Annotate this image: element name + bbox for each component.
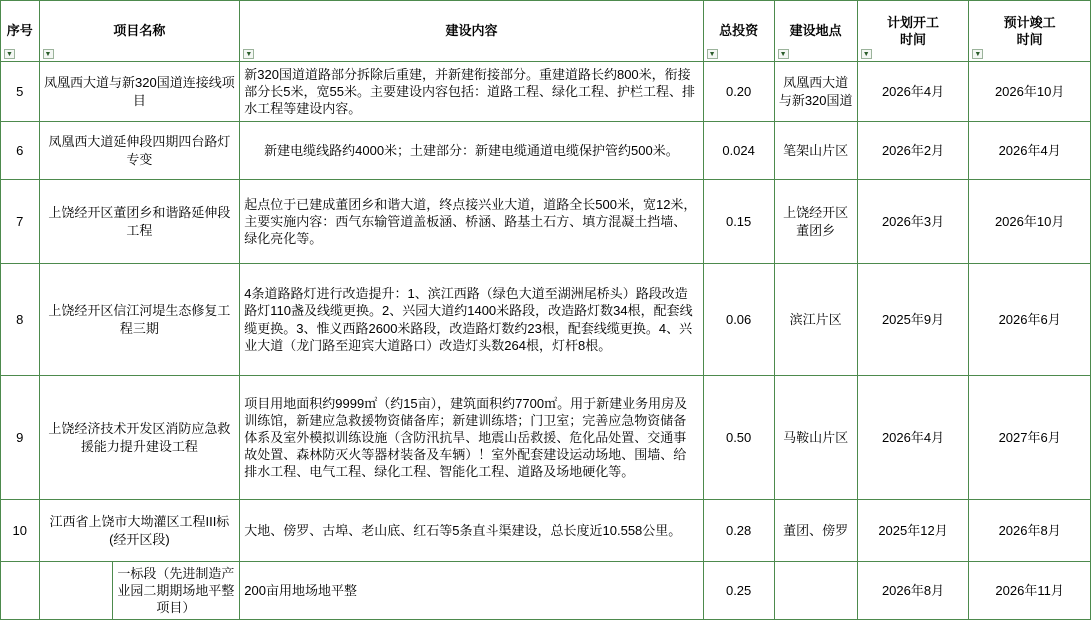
cell-planned-start: 2026年4月	[857, 376, 969, 500]
cell-location: 笔架山片区	[774, 122, 857, 180]
header-project-name-label: 项目名称	[113, 23, 166, 39]
cell-seq: 10	[1, 500, 40, 562]
cell-location	[774, 562, 857, 620]
cell-total-investment: 0.25	[703, 562, 774, 620]
cell-planned-finish: 2027年6月	[969, 376, 1091, 500]
cell-seq: 5	[1, 62, 40, 122]
cell-planned-start: 2026年4月	[857, 62, 969, 122]
cell-planned-start: 2026年2月	[857, 122, 969, 180]
cell-seq	[1, 562, 40, 620]
cell-project-name: 凤凰西大道与新320国道连接线项目	[39, 62, 240, 122]
filter-arrow-icon[interactable]: ▼	[43, 49, 54, 59]
cell-total-investment: 0.06	[703, 264, 774, 376]
cell-seq: 6	[1, 122, 40, 180]
cell-project-subname: 一标段（先进制造产业园二期期场地平整项目）	[112, 562, 240, 620]
table-row	[1, 376, 1091, 500]
cell-total-investment: 0.15	[703, 180, 774, 264]
cell-construction-content: 起点位于已建成董团乡和谐大道，终点接兴业大道，道路全长500米，宽12米，主要实施内容：西气东输管道盖板涵、桥涵、路基土石方、填方混凝土挡墙、绿化亮化等。	[240, 180, 703, 264]
header-seq-label: 序号	[6, 23, 33, 39]
table-row	[1, 180, 1091, 264]
filter-arrow-icon[interactable]: ▼	[778, 49, 789, 59]
cell-total-investment: 0.20	[703, 62, 774, 122]
header-planned-finish-line2: 时间	[1016, 32, 1043, 47]
cell-project-name: 上饶经济技术开发区消防应急救援能力提升建设工程	[39, 376, 240, 500]
cell-total-investment: 0.50	[703, 376, 774, 500]
header-planned-start	[857, 1, 969, 62]
filter-arrow-icon[interactable]: ▼	[243, 49, 254, 59]
table-header-row	[1, 1, 1091, 62]
cell-planned-finish: 2026年11月	[969, 562, 1091, 620]
cell-seq: 8	[1, 264, 40, 376]
header-project-name	[39, 1, 240, 62]
cell-project-name: 上饶经开区信江河堤生态修复工程三期	[39, 264, 240, 376]
cell-location: 董团、傍罗	[774, 500, 857, 562]
cell-location: 滨江片区	[774, 264, 857, 376]
table-row	[1, 62, 1091, 122]
cell-construction-content: 项目用地面积约9999㎡（约15亩），建筑面积约7700㎡。用于新建业务用房及训练馆，新建应急救援物资储备库；新建训练塔；门卫室；完善应急物资储备体系及室外模拟训练设施（含防汛抗旱、地震山岳救援、危化品处置、交通事故处置、森林防灭火等器材装备及车辆）！室外配套建设运动场地、围墙、给排水工程、电气工程、绿化工程、智能化工程、道路及场地硬化等。	[240, 376, 703, 500]
table-row	[1, 562, 1091, 620]
cell-planned-start: 2025年12月	[857, 500, 969, 562]
header-location	[774, 1, 857, 62]
table-row	[1, 122, 1091, 180]
cell-planned-finish: 2026年6月	[969, 264, 1091, 376]
cell-construction-content: 200亩用地场地平整	[240, 562, 703, 620]
cell-project-name: 江西省上饶市大坳灌区工程III标(经开区段)	[39, 500, 240, 562]
header-planned-start-line2: 时间	[900, 32, 927, 47]
cell-planned-finish: 2026年4月	[969, 122, 1091, 180]
cell-planned-start: 2026年3月	[857, 180, 969, 264]
cell-total-investment: 0.024	[703, 122, 774, 180]
filter-arrow-icon[interactable]: ▼	[707, 49, 718, 59]
cell-planned-start: 2026年8月	[857, 562, 969, 620]
cell-project-name: 上饶经开区董团乡和谐路延伸段工程	[39, 180, 240, 264]
cell-seq: 9	[1, 376, 40, 500]
cell-planned-finish: 2026年10月	[969, 180, 1091, 264]
cell-project-name-group	[39, 562, 112, 620]
table-row	[1, 264, 1091, 376]
cell-planned-finish: 2026年10月	[969, 62, 1091, 122]
cell-construction-content: 新建电缆线路约4000米；土建部分：新建电缆通道电缆保护管约500米。	[240, 122, 703, 180]
cell-project-name: 凤凰西大道延伸段四期四台路灯专变	[39, 122, 240, 180]
cell-seq: 7	[1, 180, 40, 264]
cell-total-investment: 0.28	[703, 500, 774, 562]
cell-location: 马鞍山片区	[774, 376, 857, 500]
cell-construction-content: 大地、傍罗、古埠、老山底、红石等5条直斗渠建设，总长度近10.558公里。	[240, 500, 703, 562]
header-construction-content-label: 建设内容	[445, 23, 498, 39]
filter-arrow-icon[interactable]: ▼	[861, 49, 872, 59]
cell-construction-content: 新320国道道路部分拆除后重建，并新建衔接部分。重建道路长约800米，衔接部分长5米，宽55米。主要建设内容包括：道路工程、绿化工程、护栏工程、排水工程等建设内容。	[240, 62, 703, 122]
cell-planned-finish: 2026年8月	[969, 500, 1091, 562]
header-planned-finish-line1: 预计竣工	[1003, 14, 1056, 30]
cell-construction-content: 4条道路路灯进行改造提升：1、滨江西路（绿色大道至湖洲尾桥头）路段改造路灯110盏及线缆更换。2、兴园大道约1400米路段，改造路灯数34根，配套线缆更换。3、惟义西路2600米路段，改造路灯数约23根，配套线缆更换。4、兴业大道（龙门路至迎宾大道路口）改造灯头数264根，灯杆8根。	[240, 264, 703, 376]
cell-location: 上饶经开区董团乡	[774, 180, 857, 264]
header-construction-content	[240, 1, 703, 62]
filter-arrow-icon[interactable]: ▼	[972, 49, 983, 59]
header-total-investment	[703, 1, 774, 62]
cell-location: 凤凰西大道与新320国道	[774, 62, 857, 122]
table-row	[1, 500, 1091, 562]
header-location-label: 建设地点	[789, 23, 842, 39]
header-planned-finish	[969, 1, 1091, 62]
header-total-investment-label: 总投资	[719, 23, 759, 39]
header-planned-start-line1: 计划开工	[887, 14, 940, 30]
header-seq	[1, 1, 40, 62]
filter-arrow-icon[interactable]: ▼	[4, 49, 15, 59]
cell-planned-start: 2025年9月	[857, 264, 969, 376]
